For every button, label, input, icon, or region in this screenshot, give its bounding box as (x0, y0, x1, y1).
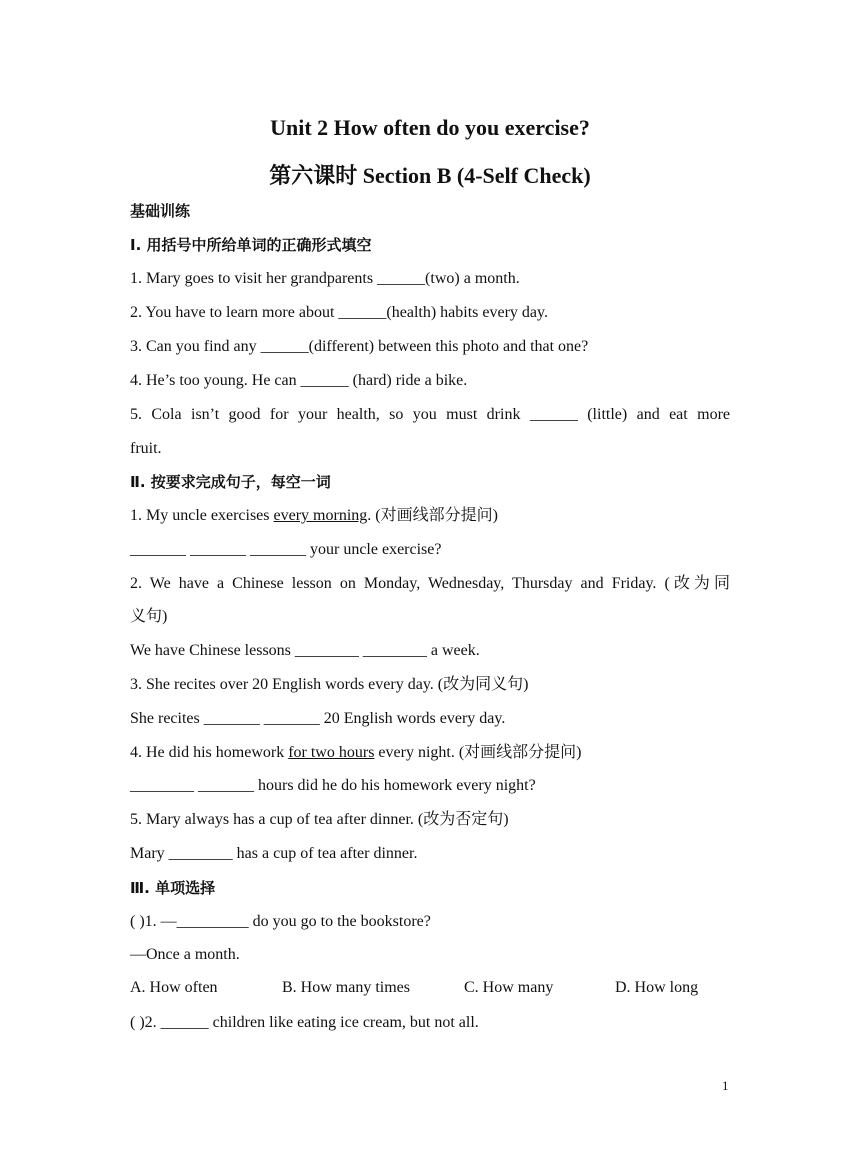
part1-question-1: 1. Mary goes to visit her grandparents ______(two) a month. (130, 270, 520, 287)
part2-heading: Ⅱ. 按要求完成句子，每空一词 (130, 473, 331, 491)
part3-question-1-reply: —Once a month. (130, 946, 240, 963)
part1-question-5-cont: fruit. (130, 440, 162, 457)
part2-question-2: 2. We have a Chinese lesson on Monday, Wednesday, Thursday and Friday. (改为同 (130, 575, 730, 592)
option-c: C. How many (464, 979, 554, 996)
part2-answer-3: She recites _______ _______ 20 English words every day. (130, 710, 506, 727)
part2-q4-text: 4. He did his homework (130, 744, 289, 761)
page-number: 1 (722, 1078, 729, 1093)
part2-q4-instruction: every night. (对画线部分提问) (374, 744, 582, 761)
part1-question-5: 5. Cola isn’t good for your health, so you must drink ______ (little) and eat more (130, 406, 730, 423)
part2-question-5: 5. Mary always has a cup of tea after dinner. (改为否定句) (130, 811, 509, 828)
part2-question-3: 3. She recites over 20 English words every day. (改为同义句) (130, 676, 529, 693)
page-subtitle: 第六课时 Section B (4-Self Check) (269, 163, 591, 188)
part2-answer-5: Mary ________ has a cup of tea after dinner. (130, 845, 418, 862)
option-d: D. How long (615, 979, 699, 996)
part1-question-4: 4. He’s too young. He can ______ (hard) ride a bike. (130, 372, 468, 389)
part1-question-2: 2. You have to learn more about ______(health) habits every day. (130, 304, 548, 321)
page-title: Unit 2 How often do you exercise? (270, 115, 590, 140)
option-a: A. How often (130, 979, 218, 996)
part3-question-1: ( )1. —_________ do you go to the bookstore? (130, 913, 431, 930)
part2-q1-underlined: every morning (273, 507, 368, 524)
part1-question-3: 3. Can you find any ______(different) between this photo and that one? (130, 338, 589, 355)
part2-answer-1: _______ _______ _______ your uncle exercise? (130, 541, 442, 558)
part2-answer-4: ________ _______ hours did he do his homework every night? (130, 777, 536, 794)
part1-heading: Ⅰ. 用括号中所给单词的正确形式填空 (130, 236, 372, 254)
part2-question-1 (130, 506, 498, 526)
option-b: B. How many times (282, 979, 410, 996)
part2-q1-text: 1. My uncle exercises (130, 507, 274, 524)
part3-heading: Ⅲ. 单项选择 (130, 879, 216, 897)
part2-question-4 (130, 743, 582, 763)
part2-q1-instruction: . (对画线部分提问) (367, 507, 498, 524)
part2-answer-2: We have Chinese lessons ________ ________ a week. (130, 642, 480, 659)
part3-question-2: ( )2. ______ children like eating ice cream, but not all. (130, 1014, 479, 1031)
part2-question-2-cont: 义句) (130, 608, 168, 625)
section-label: 基础训练 (130, 202, 191, 220)
part2-q4-underlined: for two hours (288, 744, 375, 761)
